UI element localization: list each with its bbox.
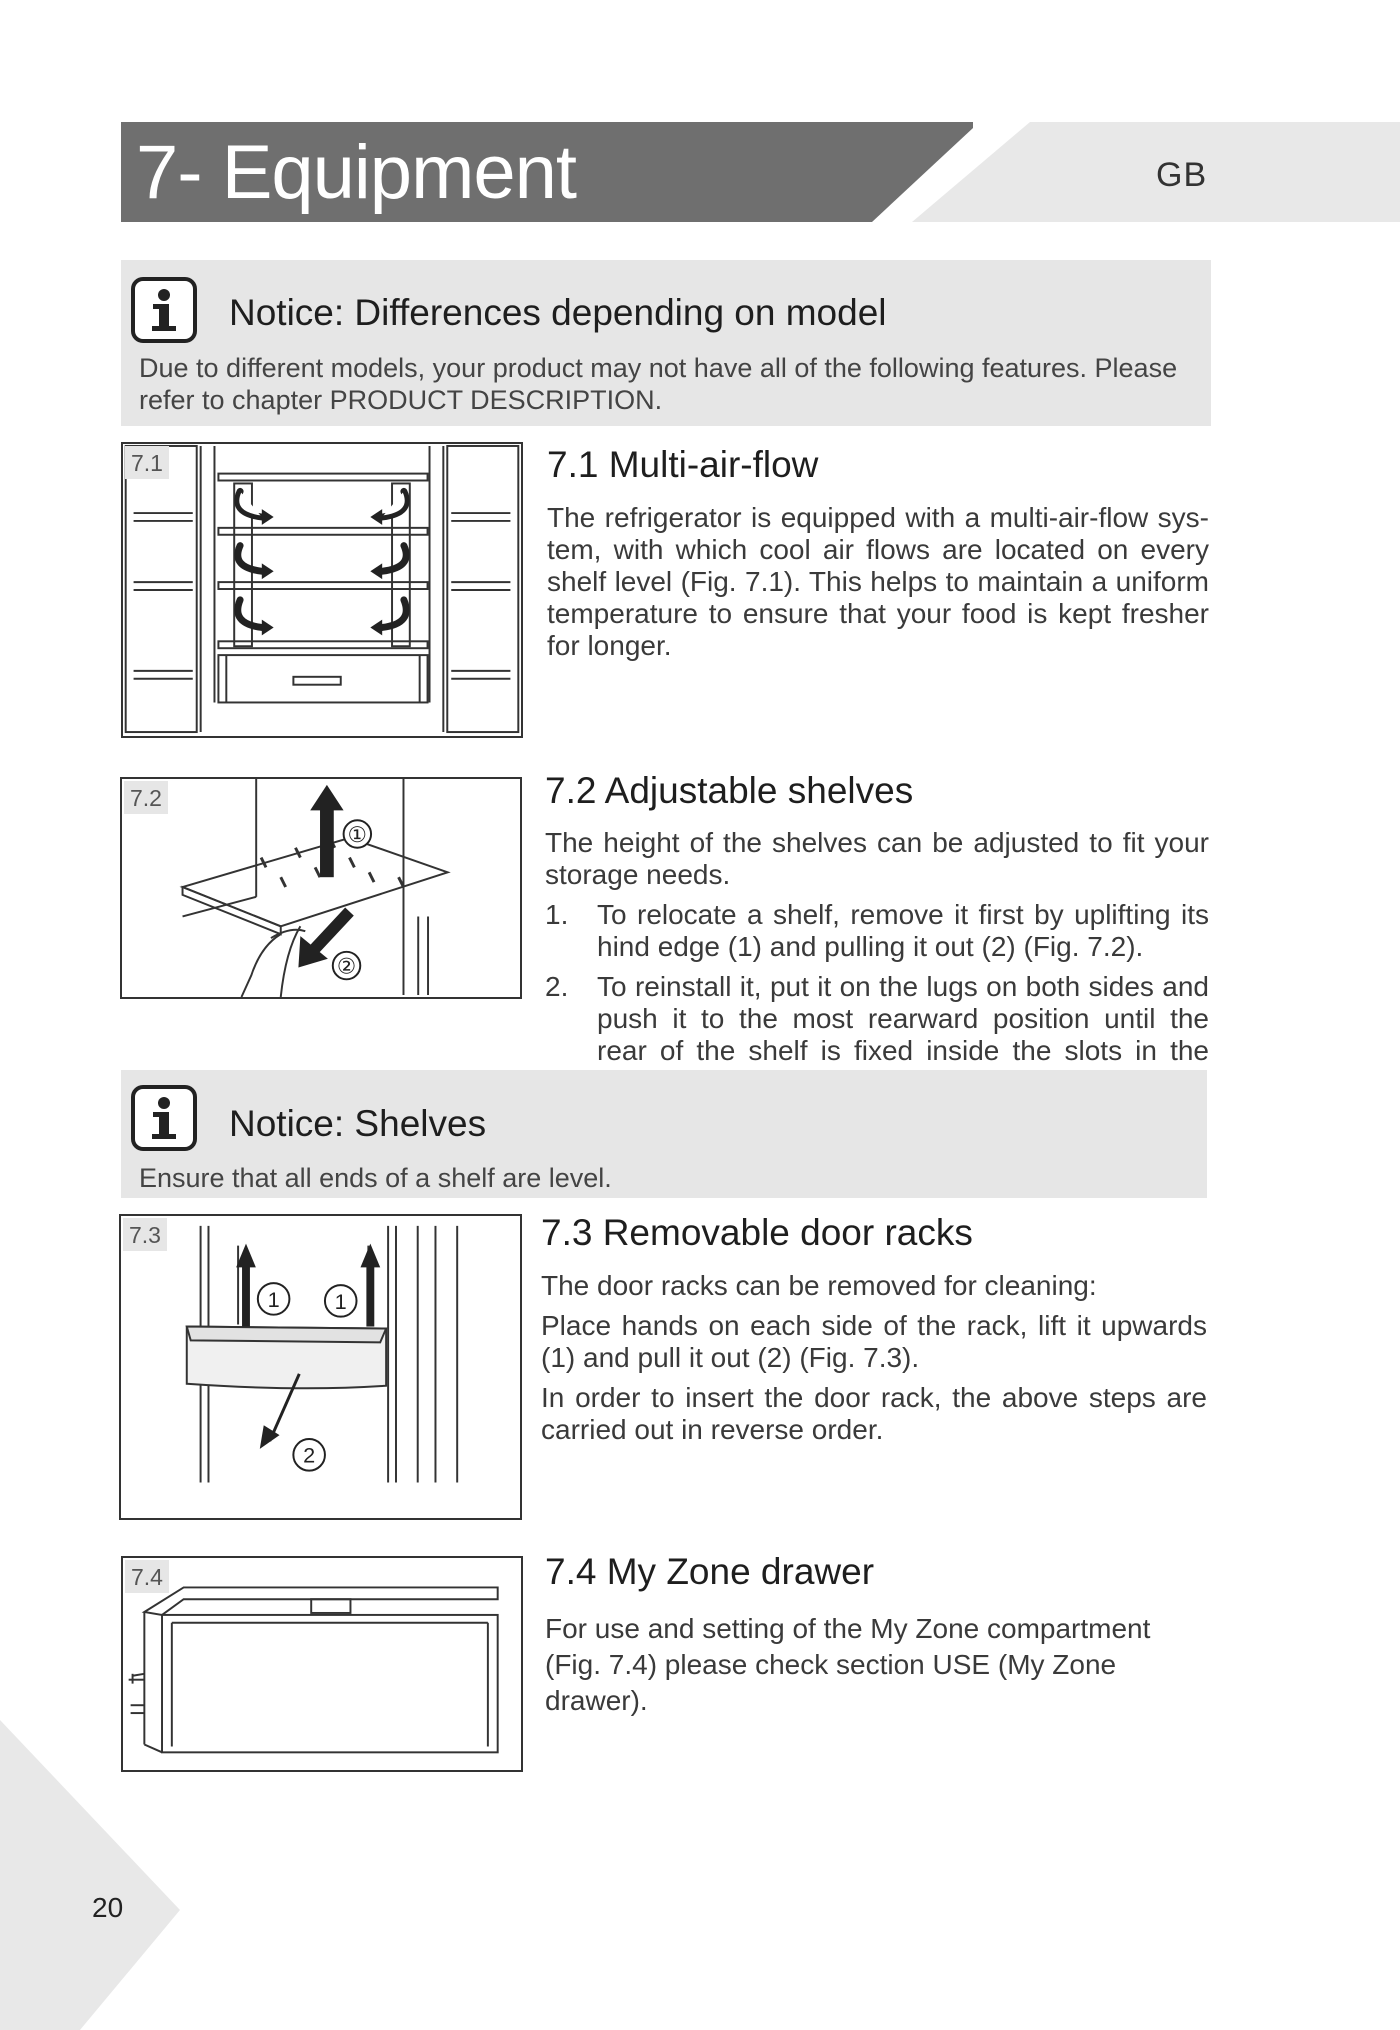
section-text-multi-air-flow: [547, 502, 1209, 670]
notice-body: Due to different models, your product may not have all of the following features. Please refer to chapter PRODUCT DESCRIPTION.: [139, 353, 1178, 415]
figure-label: 7.3: [123, 1218, 167, 1251]
notice-title: Notice: Shelves: [229, 1103, 487, 1144]
paragraph: For use and setting of the My Zone compartment (Fig. 7.4) please check section USE (My Zone drawer).: [545, 1613, 1151, 1716]
section-title-adjustable-shelves: 7.2 Adjustable shelves: [545, 770, 914, 811]
paragraph: Place hands on each side of the rack, lift it upwards (1) and pull it out (2) (Fig. 7.3).: [541, 1310, 1207, 1373]
paragraph: In order to insert the door rack, the above steps are carried out in reverse order.: [541, 1382, 1207, 1445]
corner-decoration: [0, 1710, 190, 2030]
callout-1: 1: [267, 1286, 280, 1312]
figure-label: 7.2: [124, 781, 168, 814]
callout-2: 2: [303, 1442, 316, 1468]
door-rack-illustration: [121, 1216, 520, 1518]
language-code: GB: [1156, 156, 1208, 194]
shelf-removal-illustration: [122, 779, 520, 997]
notice-box-models: [121, 260, 1211, 426]
step-text: To relocate a shelf, remove it first by uplifting its hind edge (1) and pulling it out (2) (Fig. 7.2).: [597, 899, 1209, 962]
step-number: 2.: [545, 971, 569, 1002]
paragraph: The door racks can be removed for cleaning:: [541, 1270, 1097, 1301]
page-number: 20: [92, 1892, 124, 1923]
section-text-my-zone-drawer: [545, 1611, 1210, 1727]
paragraph: The height of the shelves can be adjusted to fit your storage needs.: [545, 827, 1209, 890]
callout-1: 1: [334, 1288, 347, 1314]
fridge-airflow-illustration: [123, 444, 521, 736]
chapter-title: 7- Equipment: [136, 130, 577, 215]
figure-door-racks: [119, 1214, 522, 1520]
callout-2: ②: [336, 953, 357, 979]
section-text-door-racks: [541, 1270, 1207, 1454]
list-item: [545, 899, 1209, 963]
paragraph: The refrigerator is equipped with a multi-air-flow sys-tem, with which cool air flows are located on every shelf level (Fig. 7.1). This helps to maintain a uniform temperature to ensure that your food is kept fresher for longer.: [547, 502, 1209, 661]
info-icon: [131, 1085, 197, 1151]
figure-label: 7.4: [125, 1560, 169, 1593]
info-icon: [131, 277, 197, 343]
figure-multi-air-flow: [121, 442, 523, 738]
notice-body: Ensure that all ends of a shelf are level.: [139, 1163, 612, 1193]
step-text: To reinstall it, put it on the lugs on both sides and push it to the most rearward position until the rear of the shelf is fixed inside the slots in the: [597, 971, 1209, 1066]
figure-label: 7.1: [125, 446, 169, 479]
section-text-adjustable-shelves: [545, 827, 1209, 1107]
figure-adjustable-shelves: [120, 777, 522, 999]
step-number: 1.: [545, 899, 569, 930]
callout-1: ①: [347, 821, 368, 847]
steps-list: [545, 899, 1209, 1099]
section-title-door-racks: 7.3 Removable door racks: [541, 1212, 973, 1253]
section-title-my-zone-drawer: 7.4 My Zone drawer: [545, 1551, 875, 1592]
notice-title: Notice: Differences depending on model: [229, 292, 887, 333]
section-title-multi-air-flow: 7.1 Multi-air-flow: [547, 444, 819, 485]
notice-box-shelves: [121, 1070, 1207, 1198]
